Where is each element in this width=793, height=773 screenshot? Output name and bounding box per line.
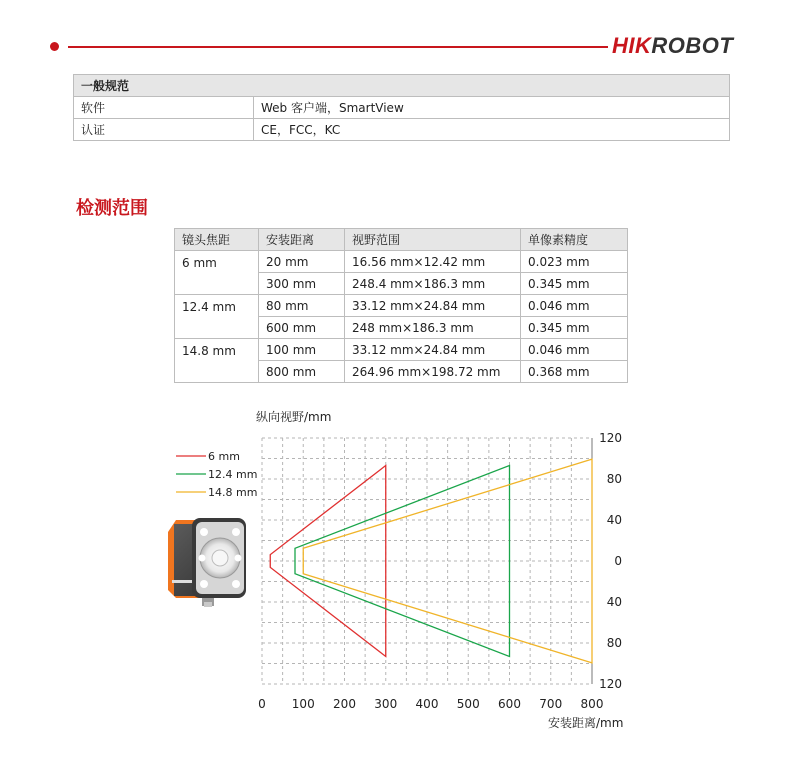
distance-cell: 100 mm xyxy=(259,339,345,361)
x-tick-label: 500 xyxy=(456,697,480,711)
x-tick-label: 0 xyxy=(258,697,266,711)
fov-cell: 248.4 mm×186.3 mm xyxy=(345,273,521,295)
distance-cell: 20 mm xyxy=(259,251,345,273)
camera-product-image xyxy=(166,514,250,608)
spec-section-title: 一般规范 xyxy=(74,75,730,97)
precision-cell: 0.345 mm xyxy=(521,317,628,339)
column-header: 单像素精度 xyxy=(521,229,628,251)
y-tick-labels xyxy=(599,431,622,691)
x-tick-label: 700 xyxy=(539,697,563,711)
column-header: 安装距离 xyxy=(259,229,345,251)
spec-value: Web 客户端，SmartView xyxy=(254,97,730,119)
spec-key: 软件 xyxy=(74,97,254,119)
distance-cell: 80 mm xyxy=(259,295,345,317)
x-tick-label: 600 xyxy=(498,697,521,711)
brand-hik: HIK xyxy=(612,33,652,58)
x-tick-label: 400 xyxy=(415,697,439,711)
chart-legend xyxy=(176,450,257,499)
column-header: 视野范围 xyxy=(345,229,521,251)
distance-cell: 300 mm xyxy=(259,273,345,295)
legend-label: 14.8 mm xyxy=(208,486,258,499)
spec-value: CE，FCC，KC xyxy=(254,119,730,141)
precision-cell: 0.023 mm xyxy=(521,251,628,273)
precision-cell: 0.046 mm xyxy=(521,295,628,317)
brand-robot: ROBOT xyxy=(651,33,734,58)
y-tick-label: 40 xyxy=(606,513,622,527)
x-axis-label: 安装距离/mm xyxy=(548,716,624,730)
precision-cell: 0.046 mm xyxy=(521,339,628,361)
focal-length-cell: 6 mm xyxy=(175,251,259,295)
column-header: 镜头焦距 xyxy=(175,229,259,251)
precision-cell: 0.368 mm xyxy=(521,361,628,383)
distance-cell: 600 mm xyxy=(259,317,345,339)
fov-cell: 33.12 mm×24.84 mm xyxy=(345,295,521,317)
x-tick-labels xyxy=(258,697,603,711)
x-tick-label: 200 xyxy=(333,697,356,711)
focal-length-cell: 12.4 mm xyxy=(175,295,259,339)
fov-cell: 264.96 mm×198.72 mm xyxy=(345,361,521,383)
legend-label: 12.4 mm xyxy=(208,468,258,481)
x-tick-label: 300 xyxy=(374,697,398,711)
precision-cell: 0.345 mm xyxy=(521,273,628,295)
y-tick-label: 0 xyxy=(614,554,622,568)
fov-cell: 33.12 mm×24.84 mm xyxy=(345,339,521,361)
y-tick-label: 40 xyxy=(606,595,622,609)
focal-length-cell: 14.8 mm xyxy=(175,339,259,383)
fov-cell: 248 mm×186.3 mm xyxy=(345,317,521,339)
y-tick-label: 80 xyxy=(606,472,622,486)
y-tick-label: 120 xyxy=(599,677,622,691)
x-tick-label: 800 xyxy=(580,697,604,711)
distance-cell: 800 mm xyxy=(259,361,345,383)
y-axis-label: 纵向视野/mm xyxy=(256,410,332,424)
fov-cell: 16.56 mm×12.42 mm xyxy=(345,251,521,273)
legend-label: 6 mm xyxy=(208,450,240,463)
section-title: 检测范围 xyxy=(76,198,148,219)
spec-key: 认证 xyxy=(74,119,254,141)
y-tick-label: 120 xyxy=(599,431,622,445)
y-tick-label: 80 xyxy=(606,636,622,650)
x-tick-label: 100 xyxy=(291,697,315,711)
